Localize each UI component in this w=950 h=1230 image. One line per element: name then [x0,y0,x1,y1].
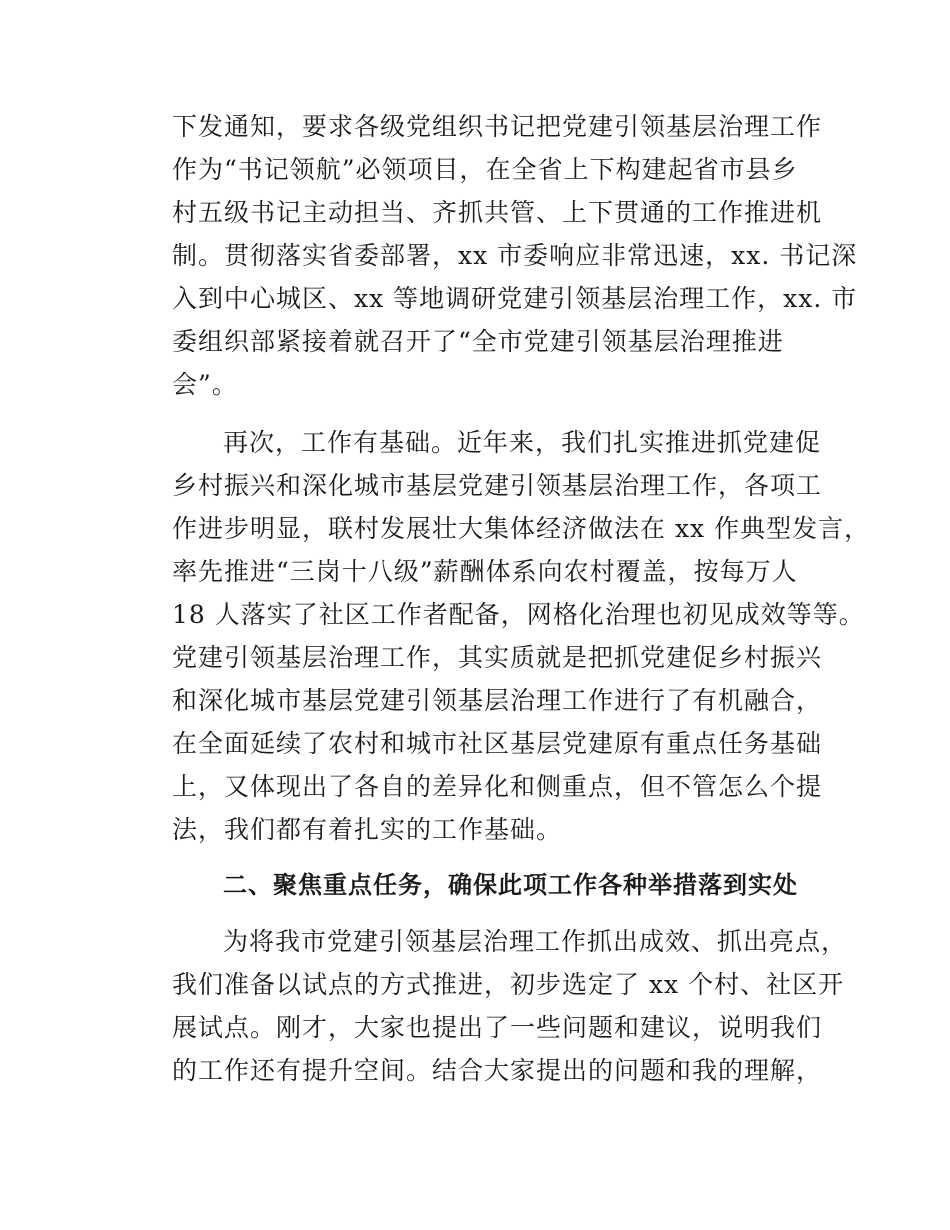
text-line: 党建引领基层治理工作，其实质就是把抓党建促乡村振兴 [172,643,823,672]
text-line: 下发通知，要求各级党组织书记把党建引领基层治理工作 [172,112,823,141]
text-line: 作进步明显，联村发展壮大集体经济做法在 xx 作典型发言， [172,514,871,543]
text-line: 在全面延续了农村和城市社区基层党建原有重点任务基础 [172,729,823,758]
text-line: 展试点。刚才，大家也提出了一些问题和建议，说明我们 [172,1013,823,1042]
text-line: 会”。 [172,370,238,399]
paragraph-start-line: 再次，工作有基础。近年来，我们扎实推进抓党建促 [223,428,822,457]
text-line: 率先推进“三岗十八级”薪酬体系向农村覆盖，按每万人 [172,557,798,586]
text-line: 作为“书记领航”必领项目，在全省上下构建起省市县乡 [172,155,798,184]
text-line: 制。贯彻落实省委部署，xx 市委响应非常迅速，xx. 书记深 [172,241,858,270]
text-line: 入到中心城区、xx 等地调研党建引领基层治理工作，xx. 市 [172,284,858,313]
text-line: 委组织部紧接着就召开了“全市党建引领基层治理推进 [172,327,784,356]
text-line: 和深化城市基层党建引领基层治理工作进行了有机融合， [172,686,823,715]
paragraph-start-line: 为将我市党建引领基层治理工作抓出成效、抓出亮点， [223,927,848,956]
text-line: 18 人落实了社区工作者配备，网格化治理也初见成效等等。 [172,600,865,629]
text-line: 我们准备以试点的方式推进，初步选定了 xx 个村、社区开 [172,970,845,999]
text-line: 的工作还有提升空间。结合大家提出的问题和我的理解， [172,1056,823,1085]
text-line: 法，我们都有着扎实的工作基础。 [172,815,563,844]
text-line: 上，又体现出了各自的差异化和侧重点，但不管怎么个提 [172,772,823,801]
section-heading: 二、聚焦重点任务，确保此项工作各种举措落到实处 [223,871,798,899]
text-line: 乡村振兴和深化城市基层党建引领基层治理工作，各项工 [172,471,823,500]
text-line: 村五级书记主动担当、齐抓共管、上下贯通的工作推进机 [172,198,823,227]
